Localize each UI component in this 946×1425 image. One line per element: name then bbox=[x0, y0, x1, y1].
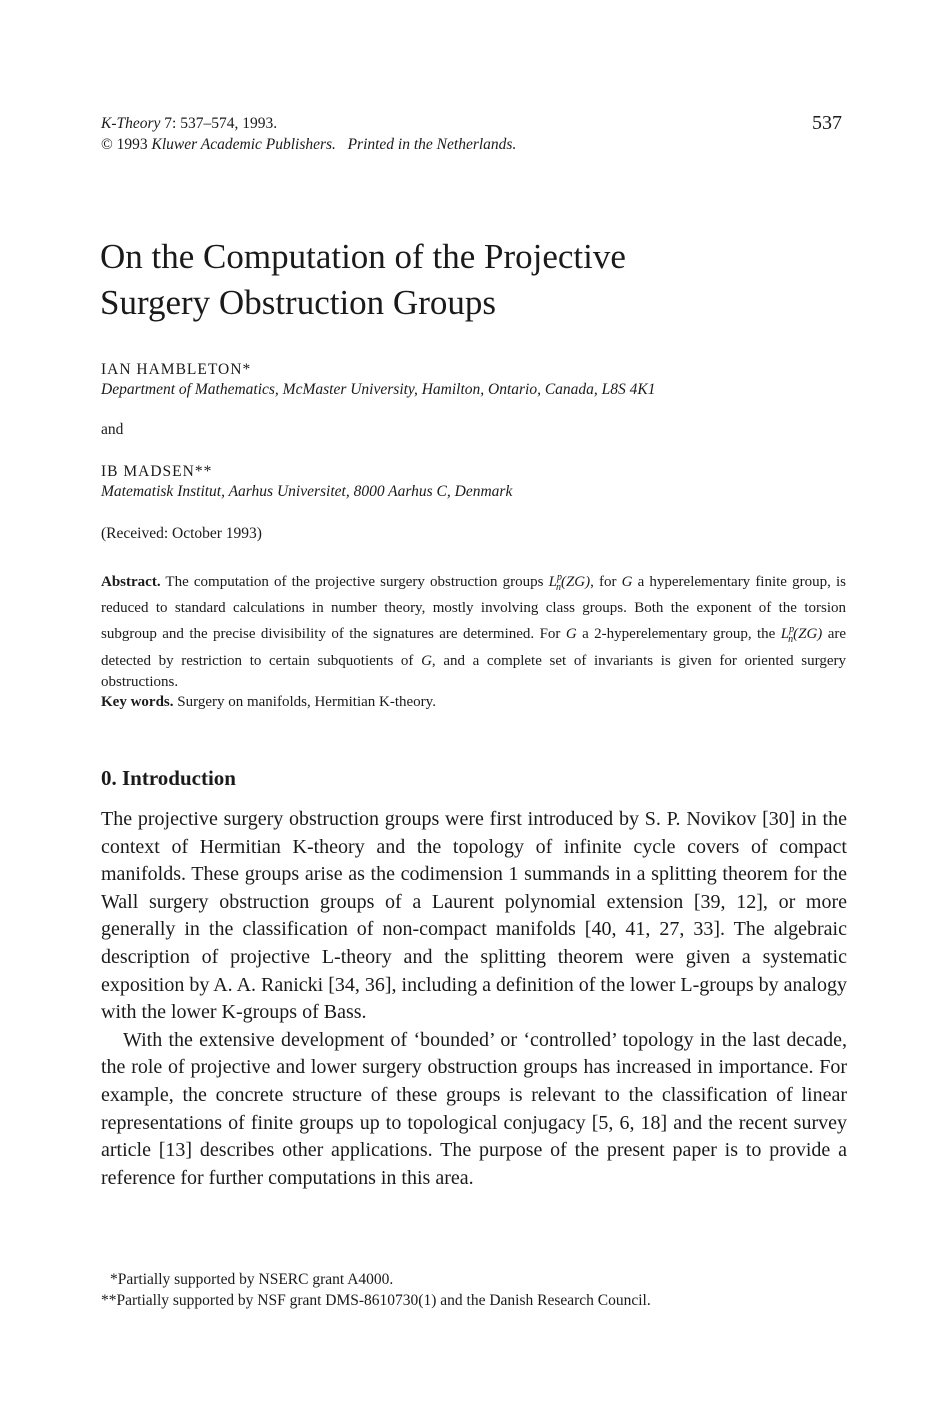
author-2-mark: ** bbox=[194, 463, 213, 480]
author-2-name: IB MADSEN bbox=[101, 463, 195, 480]
keywords-label: Key words. bbox=[101, 694, 174, 710]
abstract bbox=[101, 567, 846, 693]
math-G: G bbox=[421, 652, 432, 669]
math-Lp: $L^p_n(ZG)$ bbox=[548, 572, 591, 593]
author-1-name: IAN HAMBLETON bbox=[101, 361, 243, 378]
keywords-text: Surgery on manifolds, Hermitian K-theory. bbox=[173, 694, 436, 710]
abstract-text: , and a complete set of invariants is given for oriented surgery obstructions. bbox=[101, 652, 846, 690]
journal-ref: 7: 537–574, 1993. bbox=[160, 115, 278, 132]
paragraph-1: The projective surgery obstruction groups were first introduced by S. P. Novikov [30] in the context of Hermitian K-theory and the topology of infinite cycle covers of compact manifolds. These groups arise as the codimension 1 summands in a splitting theorem for the Wall surgery obstruction groups of a Laurent polynomial extension [39, 12], or more generally in the classification of non-compact manifolds [40, 41, 27, 33]. The algebraic description of projective L-theory and the splitting theorem were given a systematic exposition by A. A. Ranicki [34, 36], including a definition of the lower L-groups by analogy with the lower K-groups of Bass. bbox=[101, 808, 847, 1024]
author-2-affiliation: Matematisk Institut, Aarhus Universitet, 8000 Aarhus C, Denmark bbox=[101, 483, 513, 500]
journal-citation bbox=[101, 113, 661, 155]
page-number: 537 bbox=[812, 112, 842, 134]
author-1-affiliation: Department of Mathematics, McMaster University, Hamilton, Ontario, Canada, L8S 4K1 bbox=[101, 381, 656, 398]
abstract-label: Abstract. bbox=[101, 574, 161, 590]
math-G: G bbox=[621, 574, 633, 590]
copyright: © 1993 bbox=[101, 136, 152, 153]
abstract-text: are detected by restriction to certain subquotients of bbox=[101, 626, 847, 669]
author-2 bbox=[101, 463, 212, 481]
abstract-text: a 2-hyperelementary group, the bbox=[576, 626, 781, 643]
abstract-text: The computation of the projective surgery obstruction groups bbox=[160, 574, 549, 590]
section-heading: 0. Introduction bbox=[101, 766, 236, 790]
math-G: G bbox=[565, 626, 577, 643]
body-text bbox=[101, 806, 847, 1192]
abstract-text: a hyperelementary finite group, is reduced to standard calculations in number theory, mostly involving class groups. Both the exponent of the torsion subgroup and the precise divisibility of the signatures are determined. For bbox=[101, 574, 846, 643]
author-1-mark: * bbox=[242, 361, 252, 378]
received-date: (Received: October 1993) bbox=[101, 525, 262, 542]
footnote-1: *Partially supported by NSERC grant A4000. bbox=[110, 1271, 394, 1288]
and-separator: and bbox=[101, 421, 124, 438]
journal-name: K-Theory bbox=[101, 115, 161, 132]
title-line-2: Surgery Obstruction Groups bbox=[100, 283, 496, 322]
math-Lp: $L^p_n(ZG)$ bbox=[780, 624, 823, 646]
author-1 bbox=[101, 361, 251, 379]
abstract-text: , for bbox=[590, 574, 622, 590]
publisher: Kluwer Academic Publishers. bbox=[151, 136, 336, 153]
paragraph-2: With the extensive development of ‘bounded’ or ‘controlled’ topology in the last decade, the role of projective and lower surgery obstruction groups has increased in importance. For example, the concrete structure of these groups is relevant to the classification of linear representations of finite groups up to topological conjugacy [5, 6, 18] and the recent survey article [13] describes other applications. The purpose of the present paper is to provide a reference for further computations in this area. bbox=[101, 1028, 847, 1189]
footnote-2: **Partially supported by NSF grant DMS-8610730(1) and the Danish Research Council. bbox=[101, 1292, 651, 1309]
printed-in: Printed in the Netherlands. bbox=[347, 136, 517, 153]
paper-title bbox=[100, 234, 840, 326]
keywords bbox=[101, 694, 436, 711]
title-line-1: On the Computation of the Projective bbox=[100, 237, 626, 276]
